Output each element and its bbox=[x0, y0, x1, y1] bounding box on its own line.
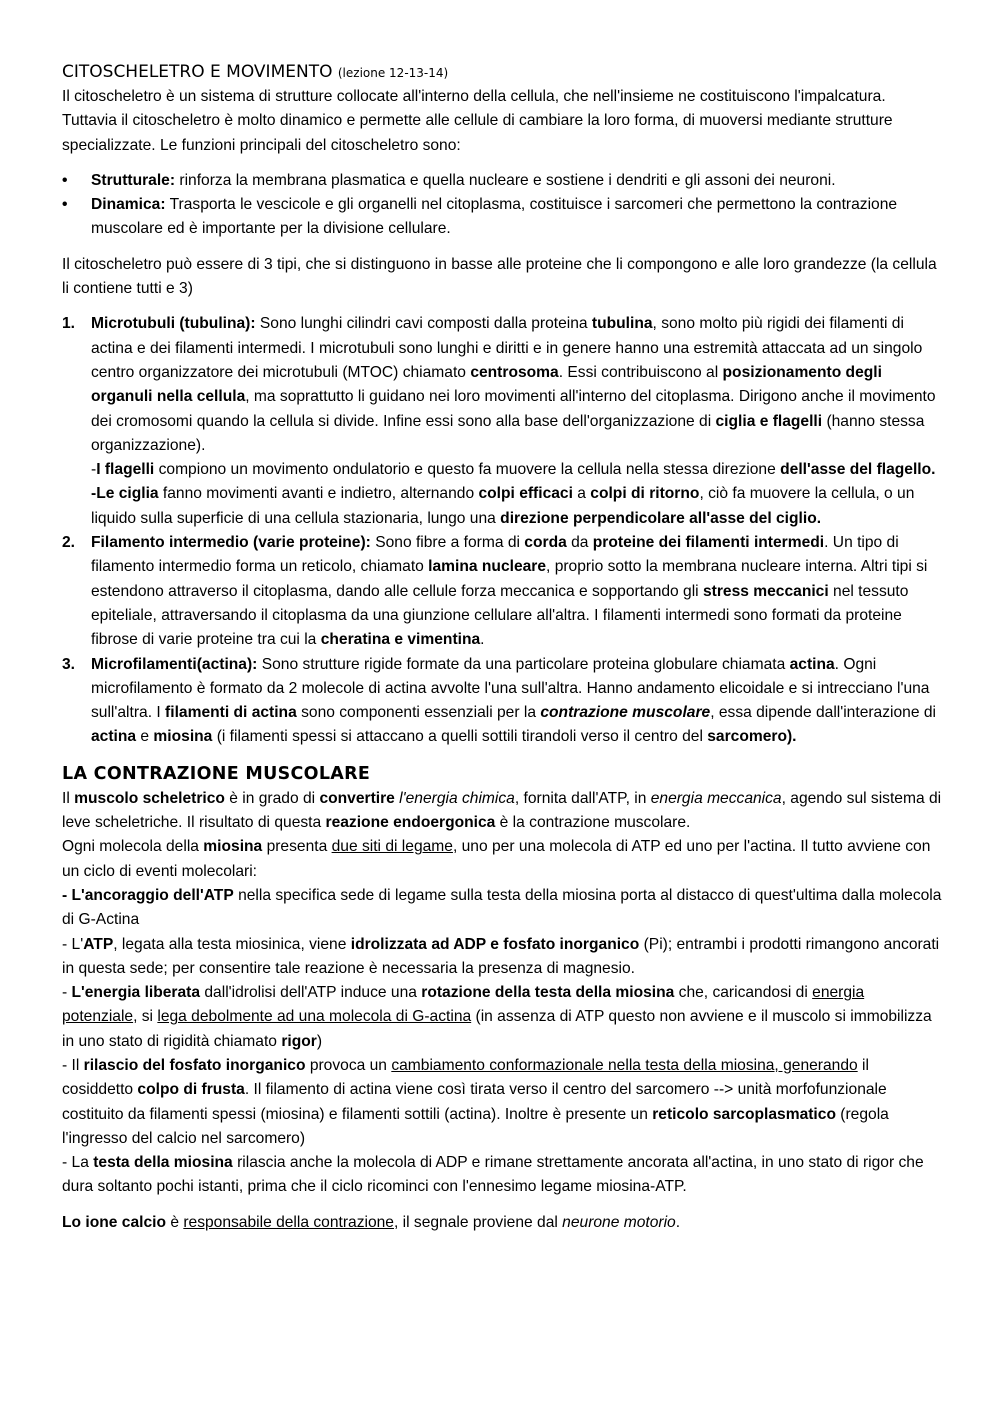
bold-term: - L'ancoraggio dell'ATP bbox=[62, 886, 234, 904]
text-run: compiono un movimento ondulatorio e questo fa muovere la cellula nella stessa direzione bbox=[154, 461, 781, 479]
calcium-paragraph bbox=[62, 1211, 942, 1235]
text-run: che, caricandosi di bbox=[674, 984, 813, 1002]
text-run: provoca un bbox=[305, 1056, 392, 1074]
underlined-term: energia potenziale bbox=[62, 984, 865, 1026]
italic-term: l'energia chimica bbox=[394, 789, 515, 807]
text-run: (hanno stessa organizzazione). bbox=[91, 412, 925, 454]
bold-term: corda bbox=[524, 534, 567, 552]
text-run: Sono lunghi cilindri cavi composti dalla proteina bbox=[255, 315, 592, 333]
text-run: , il segnale proviene dal bbox=[393, 1213, 563, 1231]
text-run: ) bbox=[316, 1032, 323, 1050]
text-run: - bbox=[62, 984, 72, 1002]
function-label: Strutturale: bbox=[91, 171, 176, 189]
text-run: è in grado di bbox=[224, 789, 320, 807]
text-run: nella specifica sede di legame sulla testa della miosina porta al distacco di quest'ultima dalla molecola di G-Actina bbox=[62, 886, 942, 929]
bold-term: rigor bbox=[281, 1032, 317, 1050]
bold-term: sarcomero). bbox=[707, 728, 797, 746]
bold-term: Lo ione calcio bbox=[62, 1213, 166, 1231]
bold-term: idrolizzata ad ADP e fosfato inorganico bbox=[350, 935, 640, 953]
text-run: - Il bbox=[62, 1056, 84, 1074]
contraction-paragraph-2 bbox=[62, 835, 942, 884]
text-run: , proprio sotto la membrana nucleare interna. Altri tipi si estendono attraverso il citoplasma, dando alle cellule forza meccanica e sopportando gli bbox=[91, 558, 928, 600]
text-run: da bbox=[566, 534, 593, 552]
underlined-term: cambiamento conformazionale nella testa della miosina, generando bbox=[391, 1056, 858, 1074]
text-run: , fornita dall'ATP, in bbox=[514, 789, 651, 807]
text-run: rilascia anche la molecola di ADP e rimane strettamente ancorata all'actina, in uno stato di rigor che dura soltanto pochi istanti, prima che il ciclo ricominci con l'ennesimo legame miosina-ATP. bbox=[62, 1154, 924, 1196]
bold-term: convertire bbox=[319, 789, 395, 807]
types-intro-paragraph: Il citoscheletro può essere di 3 tipi, che si distinguono in basse alle proteine che li compongono e alle loro grandezze (la cellula li contiene tutti e 3) bbox=[62, 255, 937, 298]
text-run: nel tessuto epiteliale, attraversando il citoplasma da una giunzione cellulare all'altra. I filamenti intermedi sono formati da proteine fibrose di varie proteine tra cui la bbox=[91, 582, 909, 649]
text-run: , si bbox=[133, 1008, 158, 1026]
bold-term: dell'asse del flagello. bbox=[780, 461, 936, 479]
bold-term: reticolo sarcoplasmatico bbox=[652, 1105, 836, 1123]
bold-term: ciglia e flagelli bbox=[715, 412, 823, 430]
intro-paragraph: Il citoscheletro è un sistema di strutture collocate all'interno della cellula, che nell'insieme ne costituiscono l'impalcatura. Tuttavia il citoscheletro è molto dinamico e permette alle cellule di cambiare la loro forma, di muoversi mediante strutture specializzate. Le funzioni principali del citoscheletro sono: bbox=[62, 88, 893, 154]
section-heading: LA CONTRAZIONE MUSCOLARE bbox=[62, 763, 371, 784]
text-run: è la contrazione muscolare. bbox=[495, 814, 691, 832]
bold-term: ATP bbox=[83, 935, 114, 953]
bold-term: miosina bbox=[203, 838, 263, 856]
item-number: 2. bbox=[62, 534, 76, 552]
bold-term: stress meccanici bbox=[702, 582, 829, 600]
bold-italic-term: contrazione muscolare bbox=[540, 704, 711, 722]
text-run: - bbox=[91, 461, 97, 479]
italic-term: energia meccanica bbox=[650, 789, 782, 807]
type-label: Microfilamenti(actina): bbox=[91, 655, 258, 673]
italic-term: neurone motorio bbox=[562, 1213, 676, 1231]
contraction-paragraph-1 bbox=[62, 787, 942, 836]
text-run: . bbox=[480, 631, 485, 649]
type-item-microfilamenti bbox=[62, 653, 942, 750]
bold-term: proteine dei filamenti intermedi bbox=[592, 534, 825, 552]
cycle-step-3 bbox=[62, 981, 942, 1054]
bold-term: miosina bbox=[153, 728, 213, 746]
item-number: 3. bbox=[62, 655, 76, 673]
text-run: e bbox=[136, 728, 154, 746]
text-run: . Ogni microfilamento è formato da 2 molecole di actina avvolte l'una sull'altra. Hanno andamento elicoidale e si intrecciano l'una sull'altra. I bbox=[91, 655, 930, 722]
lesson-note: (lezione 12-13-14) bbox=[337, 66, 449, 80]
type-label: Microtubuli (tubulina): bbox=[91, 315, 256, 333]
bold-term: filamenti di actina bbox=[165, 704, 297, 722]
bold-term: posizionamento degli organuli nella cellula bbox=[91, 363, 882, 406]
text-run: il cosiddetto bbox=[62, 1056, 869, 1099]
text-run: è bbox=[165, 1213, 184, 1231]
document-page bbox=[62, 60, 942, 1235]
cycle-step-4 bbox=[62, 1054, 942, 1151]
cycle-step-5 bbox=[62, 1151, 942, 1200]
item-number: 1. bbox=[62, 315, 76, 333]
bold-term: muscolo scheletrico bbox=[74, 789, 225, 807]
bold-term: actina bbox=[91, 728, 137, 746]
bold-term: L'energia liberata bbox=[71, 984, 201, 1002]
types-list bbox=[62, 312, 942, 749]
text-run: , essa dipende dall'interazione di bbox=[710, 704, 936, 722]
bold-term: cheratina e vimentina bbox=[320, 631, 481, 649]
title-text: CITOSCHELETRO E MOVIMENTO bbox=[62, 62, 333, 82]
text-run: a bbox=[572, 485, 591, 503]
underlined-term: lega debolmente ad una molecola di G-actina bbox=[157, 1008, 472, 1026]
text-run: Il bbox=[62, 789, 75, 807]
bold-term: colpo di frusta bbox=[137, 1081, 245, 1099]
text-run: fanno movimenti avanti e indietro, alternando bbox=[158, 485, 479, 503]
bold-term: direzione perpendicolare all'asse del ciglio. bbox=[500, 509, 822, 527]
list-item bbox=[62, 193, 942, 242]
text-run: . bbox=[675, 1213, 681, 1231]
text-run: sono componenti essenziali per la bbox=[296, 704, 541, 722]
bold-term: centrosoma bbox=[470, 363, 559, 381]
bold-term: colpi efficaci bbox=[478, 485, 573, 503]
cycle-step-1 bbox=[62, 884, 942, 933]
type-item-filamento-intermedio bbox=[62, 531, 942, 652]
text-run: . Il filamento di actina viene così tirata verso il centro del sarcomero --> unità morfofunzionale costituito da filamenti spessi (miosina) e filamenti sottili (actina). Inoltre è presente un bbox=[62, 1081, 887, 1123]
text-run: , legata alla testa miosinica, viene bbox=[113, 935, 351, 953]
function-text: Trasporta le vescicole e gli organelli nel citoplasma, costituisce i sarcomeri che permettono la contrazione muscolare ed è importante per la divisione cellulare. bbox=[91, 196, 898, 238]
list-item bbox=[62, 169, 942, 193]
bold-term: testa della miosina bbox=[93, 1154, 233, 1172]
text-run: , sono molto più rigidi dei filamenti di actina e dei filamenti intermedi. I microtubuli sono lunghi e diritti e in genere hanno una estremità attaccata ad un singolo centro organizzatore dei microtubuli (MTOC) chiamato bbox=[91, 315, 923, 381]
text-run: - L' bbox=[62, 935, 84, 953]
text-run: - La bbox=[62, 1154, 94, 1172]
text-run: (in assenza di ATP questo non avviene e il muscolo si immobilizza in uno stato di rigidità chiamato bbox=[62, 1008, 932, 1050]
text-run: , agendo sul sistema di leve scheletriche. Il risultato di questa bbox=[62, 789, 942, 832]
bold-term: rilascio del fosfato inorganico bbox=[83, 1056, 306, 1074]
text-run: Sono fibre a forma di bbox=[370, 534, 525, 552]
function-label: Dinamica: bbox=[91, 196, 166, 214]
type-label: Filamento intermedio (varie proteine): bbox=[91, 534, 371, 552]
type-item-microtubuli bbox=[62, 312, 942, 531]
document-title bbox=[62, 60, 942, 85]
text-run: . Essi contribuiscono al bbox=[558, 363, 723, 381]
text-run: dall'idrolisi dell'ATP induce una bbox=[200, 984, 422, 1002]
cycle-step-2 bbox=[62, 933, 942, 982]
text-run: Sono strutture rigide formate da una particolare proteina globulare chiamata bbox=[257, 655, 790, 673]
bold-term: tubulina bbox=[591, 315, 653, 333]
text-run: . Un tipo di filamento intermedio forma un reticolo, chiamato bbox=[91, 534, 899, 576]
text-run: Ogni molecola della bbox=[62, 838, 204, 856]
bold-term: colpi di ritorno bbox=[590, 485, 700, 503]
text-run: presenta bbox=[262, 838, 332, 856]
bold-term: rotazione della testa della miosina bbox=[421, 984, 675, 1002]
underlined-term: due siti di legame bbox=[331, 838, 453, 856]
text-run: , ma soprattutto li guidano nei loro movimenti all'interno del citoplasma. Dirigono anche il movimento dei cromosomi quando la cellula si divide. Infine essi sono alla base dell'organizzazione di bbox=[91, 388, 936, 430]
text-run: (regola l'ingresso del calcio nel sarcomero) bbox=[62, 1105, 889, 1147]
bold-term: I flagelli bbox=[96, 461, 155, 479]
text-run: (Pi); entrambi i prodotti rimangono ancorati in questa sede; per consentire tale reazione è necessaria la presenza di magnesio. bbox=[62, 935, 940, 977]
bold-term: -Le ciglia bbox=[91, 485, 159, 503]
bold-term: lamina nucleare bbox=[428, 558, 547, 576]
bold-term: reazione endoergonica bbox=[325, 814, 496, 832]
bold-term: actina bbox=[789, 655, 835, 673]
function-text: rinforza la membrana plasmatica e quella nucleare e sostiene i dendriti e gli assoni dei neuroni. bbox=[175, 171, 836, 189]
functions-list bbox=[62, 169, 942, 242]
text-run: , uno per una molecola di ATP ed uno per l'actina. Il tutto avviene con un ciclo di eventi molecolari: bbox=[62, 838, 931, 880]
text-run: (i filamenti spessi si attaccano a quelli sottili tirandoli verso il centro del bbox=[212, 728, 708, 746]
underlined-term: responsabile della contrazione bbox=[183, 1213, 394, 1231]
text-run: , ciò fa muovere la cellula, o un liquido sulla superficie di una cellula stazionaria, lungo una bbox=[91, 485, 915, 527]
